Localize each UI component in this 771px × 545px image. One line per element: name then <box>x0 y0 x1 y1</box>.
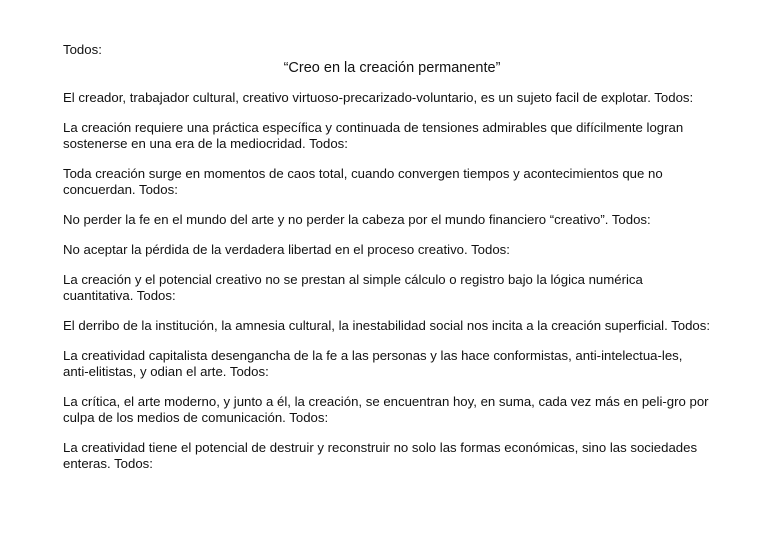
paragraph-2: La creación requiere una práctica específica y continuada de tensiones admirables que difícilmente logran sostenerse en una era de la mediocridad. Todos: <box>63 120 684 151</box>
paragraph-9: La crítica, el arte moderno, y junto a él, la creación, se encuentran hoy, en suma, cada vez más en peli-gro por culpa de los medios de comunicación. Todos: <box>63 394 709 425</box>
paragraph-1: El creador, trabajador cultural, creativo virtuoso-precarizado-voluntario, es un sujeto facil de explotar. Todos: <box>63 90 694 105</box>
intro-line: Todos: <box>63 42 102 57</box>
paragraph-3: Toda creación surge en momentos de caos total, cuando convergen tiempos y acontecimientos que no concuerdan. Todos: <box>63 166 663 197</box>
paragraph-6: La creación y el potencial creativo no se prestan al simple cálculo o registro bajo la lógica numérica cuantitativa. Todos: <box>63 272 643 303</box>
paragraph-8: La creatividad capitalista desengancha de la fe a las personas y las hace conformistas, anti-intelectua-les, anti-elitistas, y odian el arte. Todos: <box>63 348 683 379</box>
document-title: “Creo en la creación permanente” <box>283 60 501 76</box>
paragraph-7: El derribo de la institución, la amnesia cultural, la inestabilidad social nos incita a la creación superficial. Todos: <box>63 318 711 333</box>
paragraph-4: No perder la fe en el mundo del arte y no perder la cabeza por el mundo financiero “creativo”. Todos: <box>63 212 651 227</box>
paragraph-5: No aceptar la pérdida de la verdadera libertad en el proceso creativo. Todos: <box>63 242 510 257</box>
paragraph-10: La creatividad tiene el potencial de destruir y reconstruir no solo las formas económicas, sino las sociedades enteras. Todos: <box>63 440 698 471</box>
